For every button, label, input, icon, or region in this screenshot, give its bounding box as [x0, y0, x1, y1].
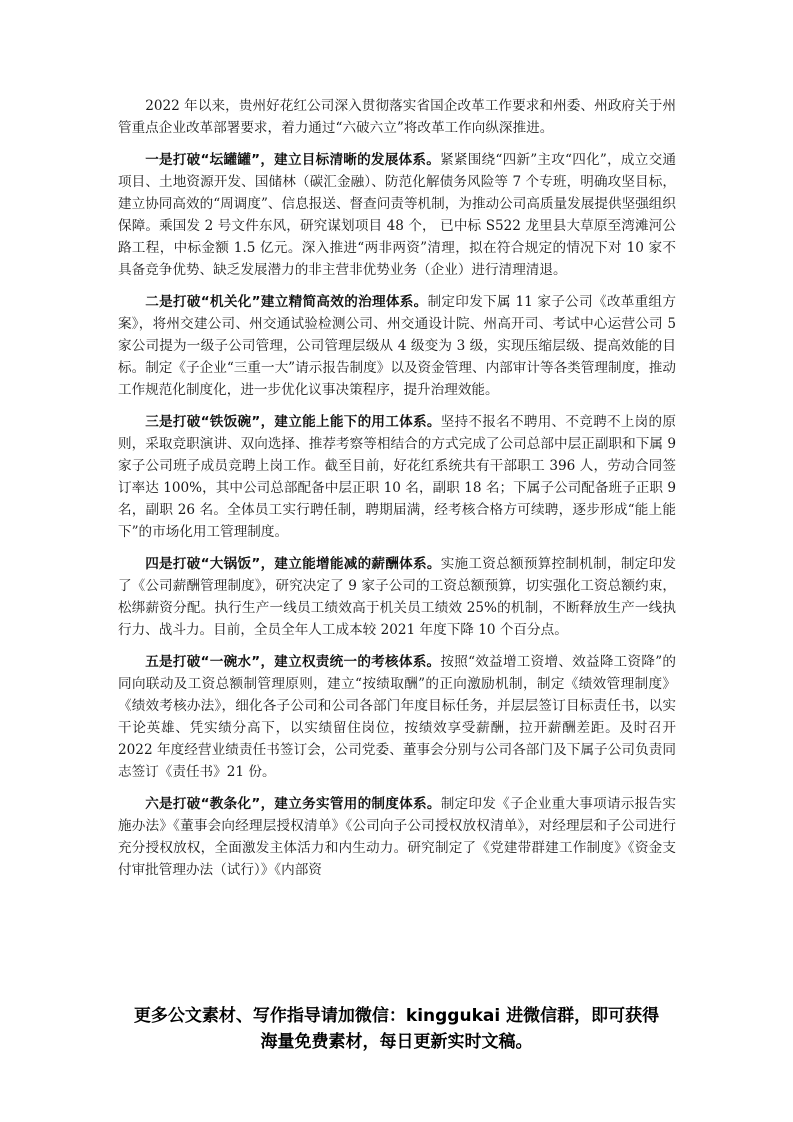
document-body	[118, 95, 676, 891]
section-text-5: 按照“效益增工资增、效益降工资降”的同向联动及工资总额制管理原则，建立“按绩取酬”的正向激励机制，制定《绩效管理制度》《绩效考核办法》，细化各子公司和公司各部门年度目标任务，并层层签订目标责任书，以实干论英雄、凭实绩分高下，以实绩留住岗位，按绩效享受薪酬，拉开薪酬差距。及时召开 2022 年度经营业绩责任书签订会，公司党委、董事会分别与公司各部门及下属子公司负责同志签订《责任书》21 份。	[118, 654, 676, 780]
section-lead-6: 六是打破“教条化”，建立务实管用的制度体系。	[145, 796, 441, 812]
section-text-6: 制定印发《子企业重大事项请示报告实施办法》《董事会向经理层授权清单》《公司向子公司授权放权清单》，对经理层和子公司进行充分授权放权，全面激发主体活力和内生动力。研究制定了《党建带群建工作制度》《资金支付审批管理办法（试行）》《内部资	[118, 796, 676, 878]
section-paragraph-5	[118, 651, 676, 783]
section-text-2: 制定印发下属 11 家子公司《改革重组方案》，将州交建公司、州交通试验检测公司、州交通设计院、州高开司、考试中心运营公司 5 家公司提为一级子公司管理，公司管理层级从 4 级变为 3 级，实现压缩层级、提高效能的目标。制定《子企业“三重一大”请示报告制度》以及资金管理、内部审计等各类管理制度，推动工作规范化制度化，进一步优化议事决策程序，提升治理效能。	[118, 294, 676, 398]
section-paragraph-1	[118, 149, 676, 281]
footer-promo	[100, 1003, 693, 1055]
intro-paragraph: 2022 年以来，贵州好花红公司深入贯彻落实省国企改革工作要求和州委、州政府关于州管重点企业改革部署要求，着力通过“六破六立”将改革工作向纵深推进。	[118, 98, 676, 136]
footer-promo-line-2: 海量免费素材，每日更新实时文稿。	[260, 1032, 533, 1052]
section-paragraph-6	[118, 793, 676, 881]
section-paragraph-4	[118, 553, 676, 641]
section-lead-2: 二是打破“机关化”建立精简高效的治理体系。	[145, 294, 428, 310]
section-lead-3: 三是打破“铁饭碗”，建立能上能下的用工体系。	[145, 414, 441, 430]
section-text-4: 实施工资总额预算控制机制，制定印发了《公司薪酬管理制度》，研究决定了 9 家子公司的工资总额预算，切实强化工资总额约束，松绑薪资分配。执行生产一线员工绩效高于机关员工绩效 25%的机制，不断释放生产一线执行力、战斗力。目前，全员全年人工成本较 2021 年度下降 10 个百分点。	[118, 556, 676, 638]
section-paragraph-2	[118, 291, 676, 401]
section-paragraph-3	[118, 411, 676, 543]
footer-promo-line-1: 更多公文素材、写作指导请加微信：kinggukai 进微信群，即可获得	[133, 1006, 660, 1026]
section-text-1: 紧紧围绕“四新”主攻“四化”，成立交通项目、土地资源开发、国储林（碳汇金融）、防范化解债务风险等 7 个专班，明确攻坚目标，建立协同高效的“周调度”、信息报送、督查问责等机制，为推动公司高质量发展提供坚强组织保障。乘国发 2 号文件东风，研究谋划项目 48 个， 已中标 S522 龙里县大草原至湾滩河公路工程，中标金额 1.5 亿元。深入推进“两非两资”清理，拟在符合规定的情况下对 10 家不具备竞争优势、缺乏发展潜力的非主营非优势业务（企业）进行清理清退。	[118, 152, 676, 278]
section-lead-1: 一是打破“坛罐罐”，建立目标清晰的发展体系。	[145, 152, 441, 168]
section-lead-5: 五是打破“一碗水”，建立权责统一的考核体系。	[145, 654, 441, 670]
section-text-3: 坚持不报名不聘用、不竞聘不上岗的原则，采取竞职演讲、双向选择、推荐考察等相结合的方式完成了公司总部中层正副职和下属 9 家子公司班子成员竞聘上岗工作。截至目前，好花红系统共有干部职工 396 人，劳动合同签订率达 100%，其中公司总部配备中层正职 10 名，副职 18 名；下属子公司配备班子正职 9 名，副职 26 名。全体员工实行聘任制，聘期届满，经考核合格方可续聘，逐步形成“能上能下”的市场化用工管理制度。	[118, 414, 676, 540]
section-lead-4: 四是打破“大锅饭”，建立能增能减的薪酬体系。	[145, 556, 441, 572]
